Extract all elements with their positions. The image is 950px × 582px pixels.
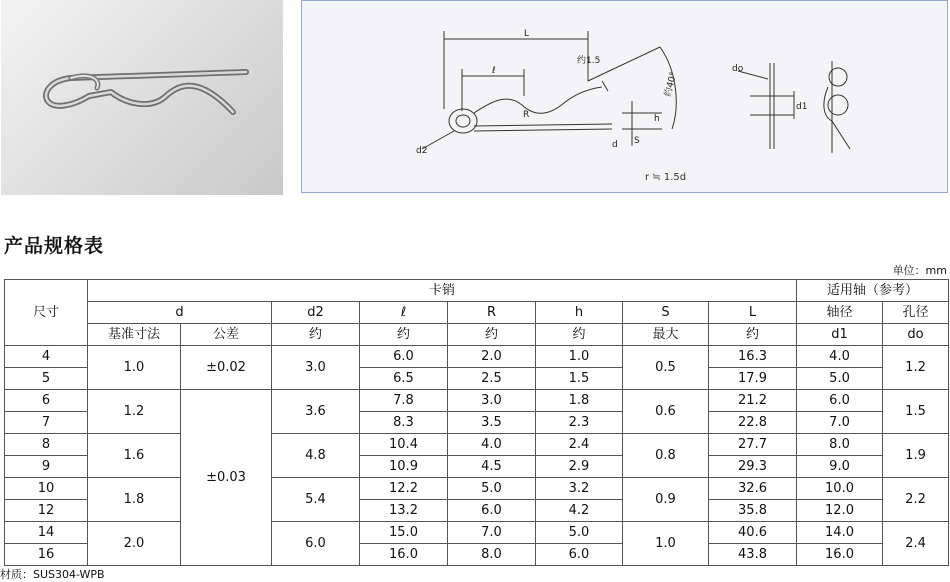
cell-tolerance: ±0.02 [181,346,272,390]
cell-L: 17.9 [709,368,797,390]
table-row [5,346,949,368]
cell-do: 1.2 [883,346,949,390]
drawing-label-d: d [612,140,618,150]
cell-size: 14 [5,522,88,544]
drawing-label-S: S [634,136,640,146]
cell-S: 0.6 [623,390,709,434]
cell-h: 1.8 [536,390,623,412]
header-d2: d2 [272,302,360,324]
unit-note: 单位：mm [892,264,947,277]
cell-size: 5 [5,368,88,390]
cell-L: 16.3 [709,346,797,368]
cell-size: 4 [5,346,88,368]
cell-size: 12 [5,500,88,522]
cell-size: 8 [5,434,88,456]
cell-h: 2.9 [536,456,623,478]
cell-d1: 12.0 [797,500,883,522]
subheader-L-approx: 约 [709,324,797,346]
cell-R: 4.5 [448,456,536,478]
cell-L: 43.8 [709,544,797,566]
cell-R: 6.0 [448,500,536,522]
drawing-label-angle: 约40° [663,71,680,98]
cell-L: 29.3 [709,456,797,478]
drawing-label-do: do [732,64,744,74]
cell-d2: 6.0 [272,522,360,566]
subheader-h-approx: 约 [536,324,623,346]
drawing-label-d1: d1 [796,102,808,112]
cell-d2: 5.4 [272,478,360,522]
cell-d1: 6.0 [797,390,883,412]
cell-R: 7.0 [448,522,536,544]
cell-size: 16 [5,544,88,566]
cell-d1: 10.0 [797,478,883,500]
cell-d: 1.0 [88,346,181,390]
header-hole-dia: 孔径 [883,302,949,324]
cell-d2: 3.6 [272,390,360,434]
cell-L: 32.6 [709,478,797,500]
cell-l: 6.5 [360,368,448,390]
cell-h: 6.0 [536,544,623,566]
cell-S: 0.5 [623,346,709,390]
header-L: L [709,302,797,324]
cell-R: 5.0 [448,478,536,500]
subheader-base: 基准寸法 [88,324,181,346]
cell-size: 9 [5,456,88,478]
cell-l: 6.0 [360,346,448,368]
cell-do: 2.2 [883,478,949,522]
subheader-tol: 公差 [181,324,272,346]
cell-h: 5.0 [536,522,623,544]
cell-d: 2.0 [88,522,181,566]
cell-l: 8.3 [360,412,448,434]
cell-h: 2.4 [536,434,623,456]
cell-l: 7.8 [360,390,448,412]
drawing-label-d15: 约1.5 [577,56,601,66]
r-pin-photo-shape [1,0,283,195]
technical-drawing [301,0,948,193]
drawing-label-R: R [523,110,530,120]
subheader-d1: d1 [797,324,883,346]
subheader-R-approx: 约 [448,324,536,346]
header-shaft-dia: 轴径 [797,302,883,324]
cell-d: 1.8 [88,478,181,522]
subheader-l-approx: 约 [360,324,448,346]
cell-d: 1.2 [88,390,181,434]
cell-d2: 3.0 [272,346,360,390]
drawing-label-l: ℓ [492,66,496,76]
cell-h: 3.2 [536,478,623,500]
cell-d1: 4.0 [797,346,883,368]
header-d: d [88,302,272,324]
header-shaft: 适用轴（参考） [797,280,949,302]
cell-l: 10.4 [360,434,448,456]
table-row [5,434,949,456]
cell-d1: 16.0 [797,544,883,566]
cell-h: 4.2 [536,500,623,522]
table-row [5,478,949,500]
cell-l: 12.2 [360,478,448,500]
header-pin: 卡销 [88,280,797,302]
cell-size: 10 [5,478,88,500]
cell-l: 15.0 [360,522,448,544]
cell-l: 10.9 [360,456,448,478]
spec-table [4,279,949,566]
cell-d1: 7.0 [797,412,883,434]
cell-S: 0.9 [623,478,709,522]
cell-L: 27.7 [709,434,797,456]
header-size: 尺寸 [5,280,88,346]
header-R: R [448,302,536,324]
cell-R: 2.5 [448,368,536,390]
cell-R: 3.5 [448,412,536,434]
cell-R: 4.0 [448,434,536,456]
cell-size: 7 [5,412,88,434]
cell-d1: 8.0 [797,434,883,456]
cell-S: 0.8 [623,434,709,478]
cell-R: 2.0 [448,346,536,368]
cell-tolerance: ±0.03 [181,390,272,566]
cell-do: 1.5 [883,390,949,434]
cell-size: 6 [5,390,88,412]
cell-R: 8.0 [448,544,536,566]
table-row [5,390,949,412]
cell-d1: 9.0 [797,456,883,478]
cell-L: 40.6 [709,522,797,544]
cell-h: 1.5 [536,368,623,390]
header-S: S [623,302,709,324]
cell-l: 13.2 [360,500,448,522]
cell-L: 35.8 [709,500,797,522]
section-title: 产品规格表 [4,235,105,257]
header-h: h [536,302,623,324]
cell-do: 2.4 [883,522,949,566]
subheader-do: do [883,324,949,346]
product-photo [1,0,283,195]
cell-l: 16.0 [360,544,448,566]
cell-S: 1.0 [623,522,709,566]
cell-h: 2.3 [536,412,623,434]
drawing-label-h: h [654,114,660,124]
cell-L: 21.2 [709,390,797,412]
drawing-label-L: L [524,29,530,39]
r-pin-drawing [302,1,949,194]
cell-d: 1.6 [88,434,181,478]
subheader-S-max: 最大 [623,324,709,346]
cell-R: 3.0 [448,390,536,412]
header-l: ℓ [360,302,448,324]
cell-d2: 4.8 [272,434,360,478]
subheader-d2-approx: 约 [272,324,360,346]
cell-d1: 5.0 [797,368,883,390]
material-note: 材质：SUS304-WPB [0,568,105,581]
drawing-radius-note: r ≒ 1.5d [645,172,687,183]
drawing-label-d2: d2 [416,146,428,156]
cell-d1: 14.0 [797,522,883,544]
cell-do: 1.9 [883,434,949,478]
cell-L: 22.8 [709,412,797,434]
table-row [5,522,949,544]
cell-h: 1.0 [536,346,623,368]
